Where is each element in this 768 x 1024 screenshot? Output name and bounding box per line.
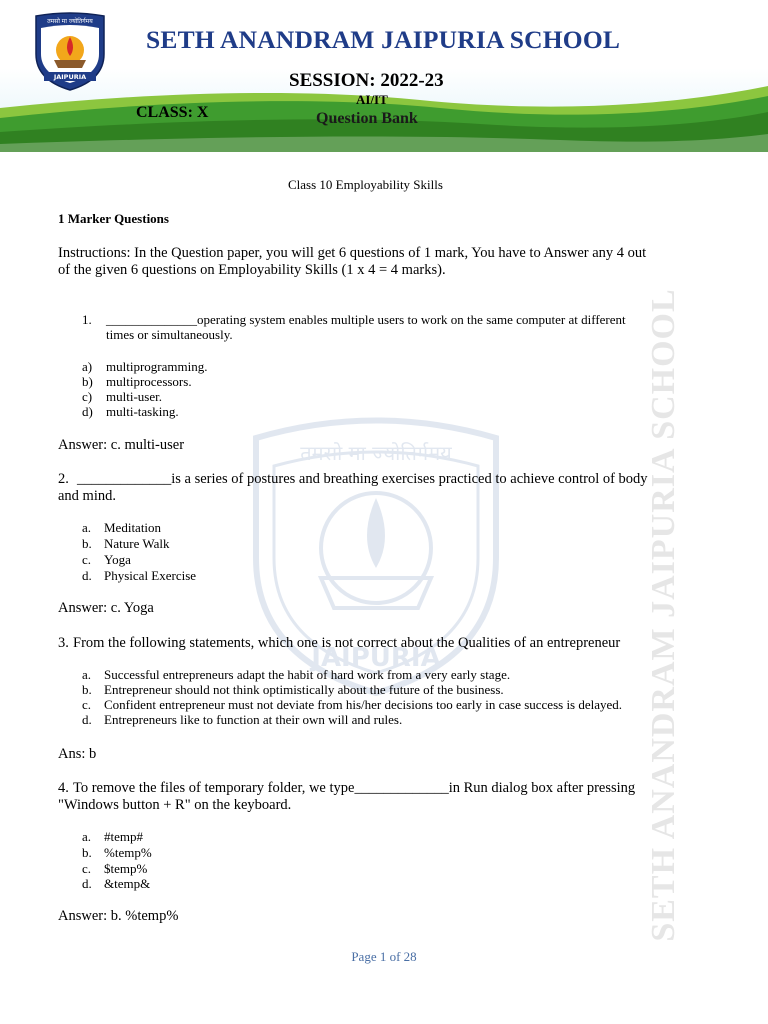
option-text: Physical Exercise	[104, 568, 197, 583]
question-text: From the following statements, which one is not correct about the Qualities of an entrepreneur	[73, 635, 621, 651]
watermark-crest-icon	[226, 408, 526, 698]
question-text: To remove the files of temporary folder, we type_____________in Run dialog box after pressing	[73, 780, 636, 796]
option-text: Entrepreneurs like to function at their own will and rules.	[104, 712, 403, 727]
option-label: d)	[82, 404, 93, 419]
subject-label: AI/IT	[356, 92, 388, 107]
option-text: Entrepreneur should not think optimistically about the future of the business.	[104, 682, 504, 697]
svg-text:JAIPURIA: JAIPURIA	[311, 643, 441, 673]
document-title: Class 10 Employability Skills	[288, 177, 443, 192]
option-label: d.	[82, 876, 92, 891]
question-number: 2.	[58, 471, 69, 487]
question-text: _____________is a series of postures and breathing exercises practiced to achieve control of body	[77, 471, 648, 487]
option-text: Yoga	[104, 552, 131, 567]
option-label: c.	[82, 861, 92, 876]
option-label: d.	[82, 568, 92, 583]
page-header	[0, 0, 768, 152]
option-text: multiprogramming.	[106, 359, 208, 374]
option-label: c)	[82, 389, 93, 404]
question-text: ______________operating system enables multiple users to work on the same computer at different	[106, 312, 626, 327]
school-name: SETH ANANDRAM JAIPURIA SCHOOL	[146, 25, 621, 54]
option-text: Nature Walk	[104, 536, 170, 551]
option-label: a.	[82, 829, 92, 844]
answer-text: Answer: c. multi-user	[58, 437, 185, 453]
option-label: c.	[82, 552, 92, 567]
option-label: d.	[82, 712, 92, 727]
option-text: multi-tasking.	[106, 404, 179, 419]
option-label: b.	[82, 536, 92, 551]
answer-text: Answer: b. %temp%	[58, 908, 179, 924]
option-label: a)	[82, 359, 93, 374]
answer-text: Ans: b	[58, 746, 97, 762]
document-type-label: Question Bank	[316, 110, 418, 127]
question-text: times or simultaneously.	[106, 327, 233, 342]
svg-text:तमसो मा ज्योतिर्गमय: तमसो मा ज्योतिर्गमय	[300, 441, 452, 465]
option-label: b)	[82, 374, 93, 389]
option-label: b.	[82, 682, 92, 697]
option-text: %temp%	[104, 845, 152, 860]
class-label: CLASS: X	[136, 104, 209, 121]
svg-text:JAIPURIA: JAIPURIA	[53, 73, 87, 81]
option-text: Confident entrepreneur must not deviate from his/her decisions too early in case success is delayed.	[104, 697, 623, 712]
school-crest-icon	[30, 10, 110, 92]
watermark-school-name: SETH ANANDRAM JAIPURIA SCHOOL	[645, 288, 682, 942]
question-number: 3.	[58, 635, 69, 651]
question-number: 4.	[58, 780, 69, 796]
option-label: b.	[82, 845, 92, 860]
option-text: multi-user.	[106, 389, 162, 404]
option-text: Meditation	[104, 520, 162, 535]
option-label: a.	[82, 667, 92, 682]
section-heading: 1 Marker Questions	[58, 211, 169, 226]
answer-text: Answer: c. Yoga	[58, 600, 154, 616]
option-text: multiprocessors.	[106, 374, 192, 389]
question-number: 1.	[82, 312, 92, 327]
instructions-line: of the given 6 questions on Employability Skills (1 x 4 = 4 marks).	[58, 262, 446, 278]
page-number: Page 1 of 28	[351, 949, 417, 964]
svg-text:तमसो मा ज्योतिर्गमय: तमसो मा ज्योतिर्गमय	[47, 18, 93, 25]
option-label: a.	[82, 520, 92, 535]
question-text: "Windows button + R" on the keyboard.	[58, 797, 292, 813]
option-text: $temp%	[104, 861, 148, 876]
question-text: and mind.	[58, 488, 116, 504]
option-text: Successful entrepreneurs adapt the habit of hard work from a very early stage.	[104, 667, 511, 682]
instructions-line: Instructions: In the Question paper, you will get 6 questions of 1 mark, You have to Answer any 4 out	[58, 245, 647, 261]
option-label: c.	[82, 697, 92, 712]
session-label: SESSION: 2022-23	[289, 70, 444, 91]
option-text: &temp&	[104, 876, 151, 891]
option-text: #temp#	[104, 829, 143, 844]
